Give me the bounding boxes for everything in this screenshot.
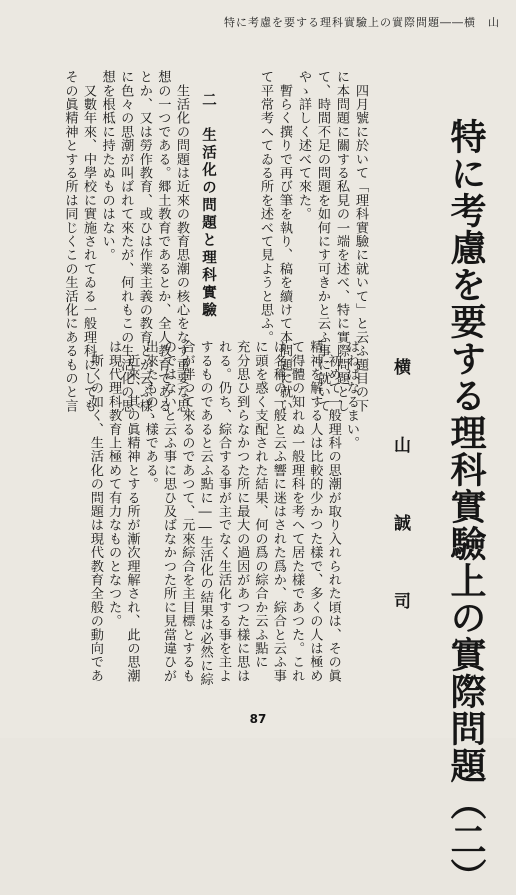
author-name: 横 山 誠 司 xyxy=(390,358,410,631)
page-number: 87 xyxy=(249,712,267,726)
running-header: 特に考慮を要する理科實驗上の實際問題――横 山 xyxy=(224,16,500,29)
section-heading: 二 生活化の問題と理科實驗 xyxy=(200,92,217,320)
body-text-section-two: 生活化の問題は近來の教育思潮の核心をなす重要な思 想の一つである。郷土教育であるとか、全人教育である とか、又は勞作教育、或ひは作業主義の教育とか云ふ樣 に色々の思潮が叫ばれて來たが、何れもこの生活化の思 想を根柢に持たぬものはない。 又數年來、中學校に實施されてゐる一般理科にしても その眞精神とする所は同じくこの生活化にあるものと言 xyxy=(62,70,189,413)
body-text-lower: はねばなるまい。 初めて一般理科の思潮が取り入れられた頃は、その眞 精神を解する人は比較的少かつた樣で、多くの人は極め て得體の知れぬ一般理科を考へて居た樣であつた。これ は名稱の一般と云ふ響に迷はされた爲か、綜合と云ふ事 に頭を惑く支配された結果、何の爲の綜合か云ふ點に 充分思ひ到らなかつた所に最大の過因があつた樣に思は れる。仍ち、綜合する事が主でなく生活化する事を主よ するものであると云ふ點に――生活化の結果は必然に綜 合が伴つて來るのであつて、元來綜合を主目標とするも のではないと云ふ事に思ひ及ばなかつた所に見當違ひが 出來たものゝ樣である。 近來、其の眞精神とする所が漸次理解され、此の思潮 は現代理科教育上極めて有力なものとなつた。 斯くの如く、生活化の問題は現代教育全般の動向であ xyxy=(87,340,359,687)
article-title: 特に考慮を要する理科實驗上の實際問題（二） xyxy=(445,118,487,895)
body-text-intro: 四月號に於いて「理科實驗に就いて」と云ふ題目の下 に本問題に關する私見の一端を述べ、特に實際問題とし て、時間不足の問題を如何にす可きかと云ふ事に就いて やゝ詳しく述べて來た。 暫らく撰りで再び筆を執り、稿を續けて本問題に就い て平常考へてゐる所を述べて見ようと思ふ。 xyxy=(258,70,368,413)
